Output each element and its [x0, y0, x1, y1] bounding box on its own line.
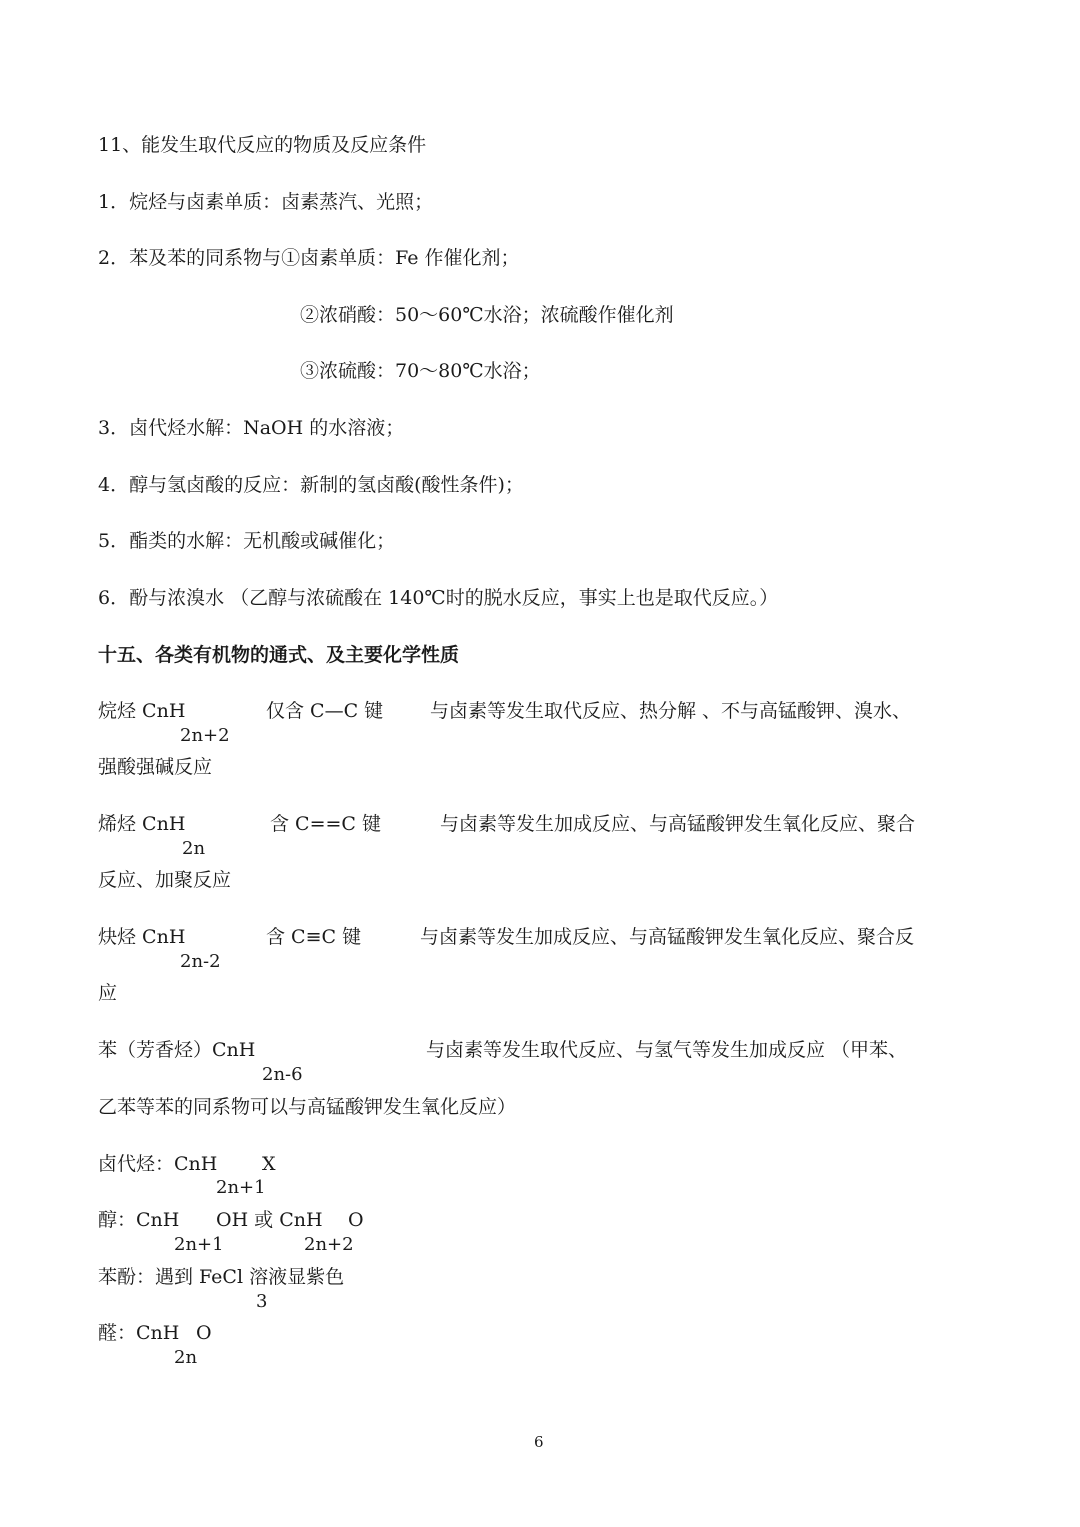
item-5: 5．酯类的水解：无机酸或碱催化； [98, 530, 396, 552]
item-2-nitric: ②浓硝酸：50～60℃水浴；浓硫酸作催化剂 [300, 304, 674, 326]
alkyne-bond: 含 C≡C 键 [266, 926, 362, 948]
alkene-subscript: 2n [182, 838, 206, 859]
haloalkane-name: 卤代烃：CnH [98, 1153, 218, 1175]
alkane-name: 烷烃 CnH [98, 700, 186, 722]
alkyne-desc-cont: 应 [98, 982, 118, 1004]
alcohol-o: O [348, 1209, 364, 1231]
alcohol-subscript-1: 2n+1 [174, 1234, 224, 1255]
haloalkane-x: X [262, 1153, 276, 1175]
alcohol-name: 醇：CnH [98, 1209, 180, 1231]
alkyne-name: 炔烃 CnH [98, 926, 186, 948]
aldehyde-subscript: 2n [174, 1347, 198, 1368]
benzene-desc-cont: 乙苯等苯的同系物可以与高锰酸钾发生氧化反应） [98, 1096, 517, 1118]
aldehyde-o: O [196, 1322, 212, 1344]
alcohol-oh: OH 或 CnH [216, 1209, 323, 1231]
benzene-desc: 与卤素等发生取代反应、与氢气等发生加成反应 （甲苯、 [426, 1039, 908, 1061]
alkene-desc: 与卤素等发生加成反应、与高锰酸钾发生氧化反应、聚合 [440, 813, 916, 835]
page-number: 6 [534, 1433, 544, 1451]
alkene-bond: 含 C==C 键 [270, 813, 381, 835]
aldehyde-name: 醛：CnH [98, 1322, 180, 1344]
item-2: 2．苯及苯的同系物与①卤素单质：Fe 作催化剂； [98, 247, 520, 269]
item-2-sulfuric: ③浓硫酸：70～80℃水浴； [300, 360, 541, 382]
alcohol-subscript-2: 2n+2 [304, 1234, 354, 1255]
phenol-text: 苯酚：遇到 FeCl 溶液显紫色 [98, 1266, 345, 1288]
alkene-name: 烯烃 CnH [98, 813, 186, 835]
item-3: 3．卤代烃水解：NaOH 的水溶液； [98, 417, 405, 439]
alkyne-subscript: 2n-2 [180, 951, 221, 972]
item-4: 4．醇与氢卤酸的反应：新制的氢卤酸(酸性条件)； [98, 474, 524, 496]
alkane-subscript: 2n+2 [180, 725, 230, 746]
alkane-desc-cont: 强酸强碱反应 [98, 756, 213, 778]
alkane-desc: 与卤素等发生取代反应、热分解 、不与高锰酸钾、溴水、 [430, 700, 912, 722]
alkane-bond: 仅含 C—C 键 [266, 700, 384, 722]
haloalkane-subscript: 2n+1 [216, 1177, 266, 1198]
alkyne-desc: 与卤素等发生加成反应、与高锰酸钾发生氧化反应、聚合反 [420, 926, 915, 948]
alkene-desc-cont: 反应、加聚反应 [98, 869, 232, 891]
section-11-title: 11、能发生取代反应的物质及反应条件 [98, 134, 427, 156]
benzene-subscript: 2n-6 [262, 1064, 303, 1085]
section-15-heading: 十五、各类有机物的通式、及主要化学性质 [98, 644, 460, 666]
item-6: 6．酚与浓溴水 （乙醇与浓硫酸在 140℃时的脱水反应，事实上也是取代反应。） [98, 587, 779, 609]
benzene-name: 苯（芳香烃）CnH [98, 1039, 256, 1061]
phenol-subscript: 3 [256, 1291, 268, 1312]
item-1: 1．烷烃与卤素单质：卤素蒸汽、光照； [98, 191, 434, 213]
